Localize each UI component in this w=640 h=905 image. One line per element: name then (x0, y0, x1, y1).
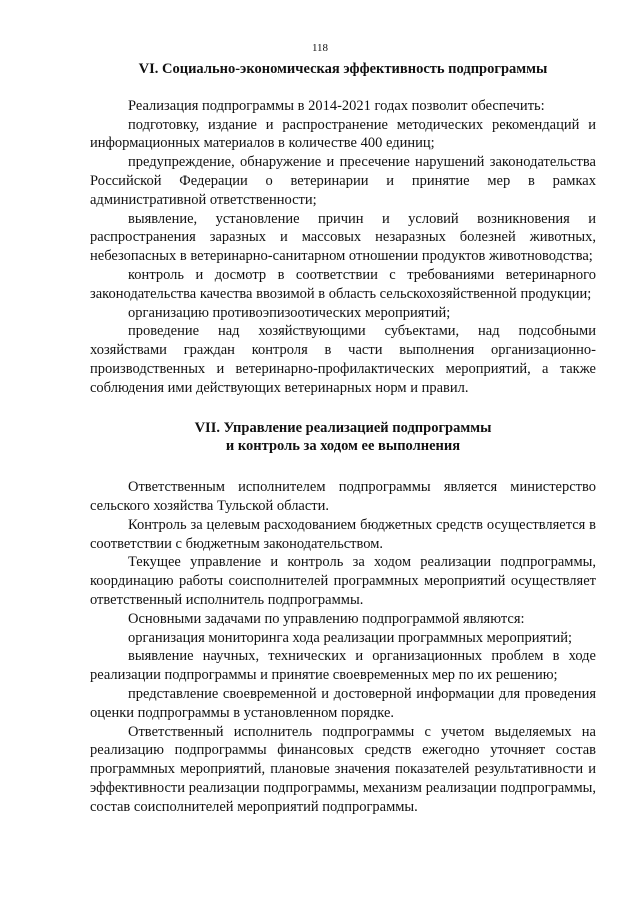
paragraph: представление своевременной и достоверной информации для проведения оценки подпрограммы в установленном порядке. (90, 685, 596, 721)
section-7-title-line-1: VII. Управление реализацией подпрограммы (194, 419, 492, 436)
paragraph: контроль и досмотр в соответствии с требованиями ветеринарного законодательства качества ввозимой в область сельскохозяйственной продукции; (90, 266, 596, 302)
paragraph: подготовку, издание и распространение методических рекомендаций и информационных материалов в количестве 400 единиц; (90, 116, 596, 152)
section-7-title (90, 419, 596, 457)
section-7-body (90, 478, 596, 816)
paragraph: Контроль за целевым расходованием бюджетных средств осуществляется в соответствии с бюджетным законодательством. (90, 516, 596, 552)
paragraph: выявление, установление причин и условий возникновения и распространения заразных и массовых незаразных болезней животных, небезопасных в ветеринарно-санитарном отношении продуктов животноводства; (90, 210, 596, 265)
section-7-title-line-2: и контроль за ходом ее выполнения (225, 438, 461, 455)
section-6-title: VI. Социально-экономическая эффективность подпрограммы (138, 61, 548, 77)
paragraph: проведение над хозяйствующими субъектами, над подсобными хозяйствами граждан контроля в части выполнения организационно-производственных и ветеринарно-профилактических мероприятий, а также соблюдения ими действующих ветеринарных норм и правил. (90, 323, 596, 396)
paragraph: организация мониторинга хода реализации программных мероприятий; (128, 629, 573, 646)
paragraph: Основными задачами по управлению подпрограммой являются: (128, 610, 525, 627)
paragraph: Ответственный исполнитель подпрограммы с учетом выделяемых на реализацию подпрограммы финансовых средств ежегодно уточняет состав программных мероприятий, плановые значения показателей результативности и эффективности реализации подпрограммы, механизм реализации подпрограммы, состав соисполнителей мероприятий подпрограммы. (90, 723, 596, 815)
paragraph: предупреждение, обнаружение и пресечение нарушений законодательства Российской Федерации о ветеринарии и принятие мер в рамках административной ответственности; (90, 154, 596, 208)
page-number: 118 (311, 42, 329, 54)
paragraph: выявление научных, технических и организационных проблем в ходе реализации подпрограммы и принятие своевременных мер по их решению; (90, 648, 596, 684)
page-content (90, 60, 596, 816)
paragraph: организацию противоэпизоотических мероприятий; (128, 304, 451, 321)
paragraph: Ответственным исполнителем подпрограммы является министерство сельского хозяйства Тульской области. (90, 479, 596, 514)
section-6-body (90, 97, 596, 398)
paragraph: Текущее управление и контроль за ходом реализации подпрограммы, координацию работы соисполнителей программных мероприятий осуществляет ответственный исполнитель подпрограммы. (90, 554, 596, 608)
paragraph: Реализация подпрограммы в 2014-2021 годах позволит обеспечить: (128, 97, 545, 114)
